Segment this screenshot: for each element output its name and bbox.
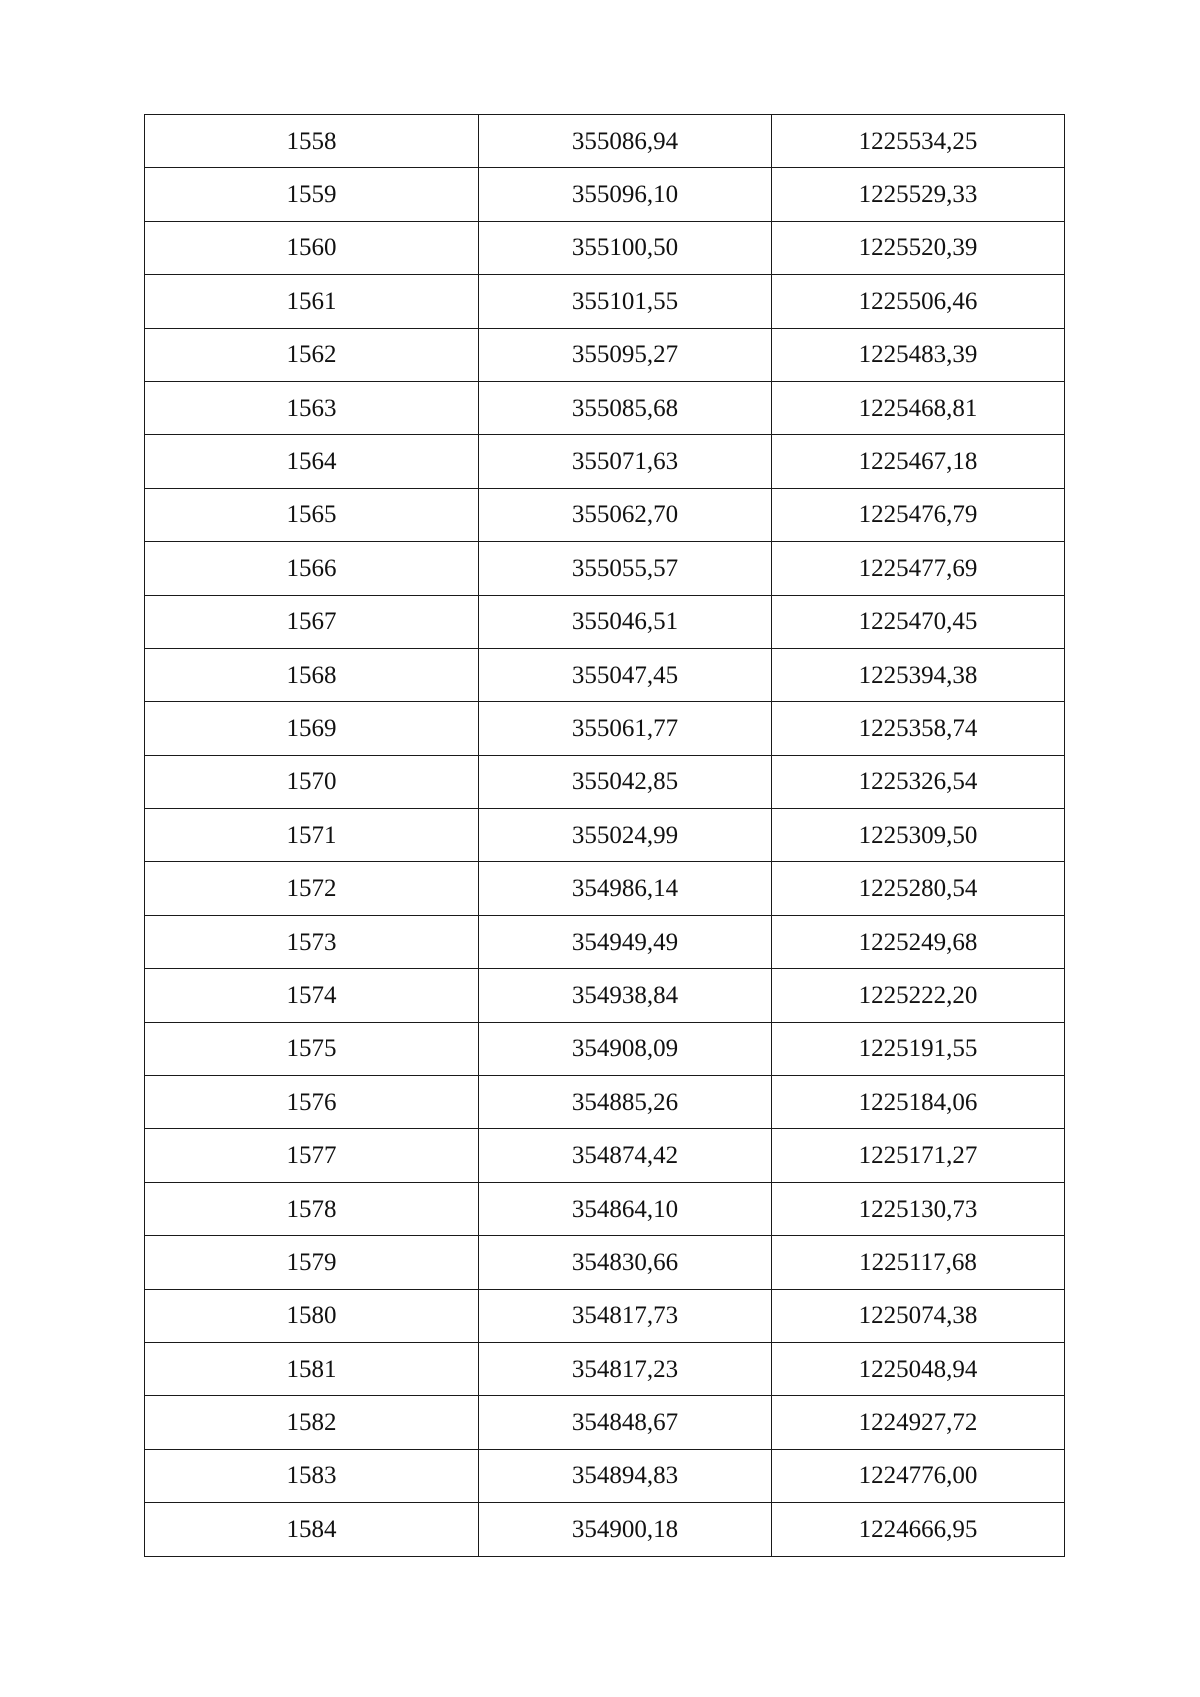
- y-coordinate-cell: 1225483,39: [772, 328, 1065, 381]
- x-coordinate-cell: 355047,45: [479, 648, 772, 701]
- table-row: [145, 115, 1065, 168]
- table-row: [145, 809, 1065, 862]
- point-number-cell: 1565: [145, 488, 479, 541]
- x-coordinate-cell: 354949,49: [479, 915, 772, 968]
- point-number-cell: 1560: [145, 221, 479, 274]
- y-coordinate-cell: 1225130,73: [772, 1182, 1065, 1235]
- table-row: [145, 1236, 1065, 1289]
- point-number-cell: 1559: [145, 168, 479, 221]
- point-number-cell: 1564: [145, 435, 479, 488]
- y-coordinate-cell: 1225529,33: [772, 168, 1065, 221]
- point-number-cell: 1576: [145, 1076, 479, 1129]
- table-row: [145, 1289, 1065, 1342]
- table-row: [145, 1449, 1065, 1502]
- table-row: [145, 542, 1065, 595]
- x-coordinate-cell: 354938,84: [479, 969, 772, 1022]
- y-coordinate-cell: 1225222,20: [772, 969, 1065, 1022]
- x-coordinate-cell: 355055,57: [479, 542, 772, 595]
- point-number-cell: 1566: [145, 542, 479, 595]
- point-number-cell: 1562: [145, 328, 479, 381]
- x-coordinate-cell: 354874,42: [479, 1129, 772, 1182]
- x-coordinate-cell: 355024,99: [479, 809, 772, 862]
- y-coordinate-cell: 1225468,81: [772, 381, 1065, 434]
- point-number-cell: 1581: [145, 1342, 479, 1395]
- x-coordinate-cell: 354894,83: [479, 1449, 772, 1502]
- point-number-cell: 1574: [145, 969, 479, 1022]
- table-row: [145, 1503, 1065, 1556]
- point-number-cell: 1578: [145, 1182, 479, 1235]
- x-coordinate-cell: 355061,77: [479, 702, 772, 755]
- y-coordinate-cell: 1225326,54: [772, 755, 1065, 808]
- y-coordinate-cell: 1225506,46: [772, 275, 1065, 328]
- y-coordinate-cell: 1225171,27: [772, 1129, 1065, 1182]
- x-coordinate-cell: 354817,73: [479, 1289, 772, 1342]
- point-number-cell: 1571: [145, 809, 479, 862]
- point-number-cell: 1573: [145, 915, 479, 968]
- y-coordinate-cell: 1225394,38: [772, 648, 1065, 701]
- y-coordinate-cell: 1225280,54: [772, 862, 1065, 915]
- table-row: [145, 168, 1065, 221]
- point-number-cell: 1583: [145, 1449, 479, 1502]
- point-number-cell: 1572: [145, 862, 479, 915]
- x-coordinate-cell: 355086,94: [479, 115, 772, 168]
- x-coordinate-cell: 355100,50: [479, 221, 772, 274]
- x-coordinate-cell: 355095,27: [479, 328, 772, 381]
- coordinates-table: [144, 114, 1065, 1557]
- y-coordinate-cell: 1225520,39: [772, 221, 1065, 274]
- y-coordinate-cell: 1225184,06: [772, 1076, 1065, 1129]
- y-coordinate-cell: 1224666,95: [772, 1503, 1065, 1556]
- table-row: [145, 1022, 1065, 1075]
- table-row: [145, 648, 1065, 701]
- x-coordinate-cell: 355071,63: [479, 435, 772, 488]
- point-number-cell: 1568: [145, 648, 479, 701]
- table-row: [145, 1129, 1065, 1182]
- y-coordinate-cell: 1224776,00: [772, 1449, 1065, 1502]
- table-row: [145, 595, 1065, 648]
- table-row: [145, 702, 1065, 755]
- y-coordinate-cell: 1225358,74: [772, 702, 1065, 755]
- x-coordinate-cell: 354900,18: [479, 1503, 772, 1556]
- y-coordinate-cell: 1225470,45: [772, 595, 1065, 648]
- point-number-cell: 1575: [145, 1022, 479, 1075]
- coordinates-table-body: [145, 115, 1065, 1557]
- x-coordinate-cell: 354830,66: [479, 1236, 772, 1289]
- x-coordinate-cell: 355046,51: [479, 595, 772, 648]
- table-row: [145, 488, 1065, 541]
- y-coordinate-cell: 1225534,25: [772, 115, 1065, 168]
- x-coordinate-cell: 354848,67: [479, 1396, 772, 1449]
- table-row: [145, 915, 1065, 968]
- y-coordinate-cell: 1225191,55: [772, 1022, 1065, 1075]
- table-row: [145, 381, 1065, 434]
- point-number-cell: 1580: [145, 1289, 479, 1342]
- y-coordinate-cell: 1225309,50: [772, 809, 1065, 862]
- y-coordinate-cell: 1225074,38: [772, 1289, 1065, 1342]
- table-row: [145, 221, 1065, 274]
- point-number-cell: 1582: [145, 1396, 479, 1449]
- point-number-cell: 1563: [145, 381, 479, 434]
- x-coordinate-cell: 355042,85: [479, 755, 772, 808]
- table-row: [145, 275, 1065, 328]
- x-coordinate-cell: 355085,68: [479, 381, 772, 434]
- point-number-cell: 1567: [145, 595, 479, 648]
- y-coordinate-cell: 1225467,18: [772, 435, 1065, 488]
- table-row: [145, 1182, 1065, 1235]
- point-number-cell: 1561: [145, 275, 479, 328]
- x-coordinate-cell: 354908,09: [479, 1022, 772, 1075]
- x-coordinate-cell: 354817,23: [479, 1342, 772, 1395]
- table-row: [145, 755, 1065, 808]
- x-coordinate-cell: 355062,70: [479, 488, 772, 541]
- point-number-cell: 1577: [145, 1129, 479, 1182]
- point-number-cell: 1584: [145, 1503, 479, 1556]
- table-row: [145, 969, 1065, 1022]
- x-coordinate-cell: 355101,55: [479, 275, 772, 328]
- y-coordinate-cell: 1224927,72: [772, 1396, 1065, 1449]
- point-number-cell: 1579: [145, 1236, 479, 1289]
- x-coordinate-cell: 354864,10: [479, 1182, 772, 1235]
- point-number-cell: 1570: [145, 755, 479, 808]
- x-coordinate-cell: 354986,14: [479, 862, 772, 915]
- point-number-cell: 1558: [145, 115, 479, 168]
- table-row: [145, 1396, 1065, 1449]
- table-row: [145, 862, 1065, 915]
- y-coordinate-cell: 1225477,69: [772, 542, 1065, 595]
- table-row: [145, 1342, 1065, 1395]
- table-row: [145, 328, 1065, 381]
- table-row: [145, 1076, 1065, 1129]
- x-coordinate-cell: 355096,10: [479, 168, 772, 221]
- point-number-cell: 1569: [145, 702, 479, 755]
- table-row: [145, 435, 1065, 488]
- y-coordinate-cell: 1225048,94: [772, 1342, 1065, 1395]
- y-coordinate-cell: 1225476,79: [772, 488, 1065, 541]
- y-coordinate-cell: 1225117,68: [772, 1236, 1065, 1289]
- x-coordinate-cell: 354885,26: [479, 1076, 772, 1129]
- y-coordinate-cell: 1225249,68: [772, 915, 1065, 968]
